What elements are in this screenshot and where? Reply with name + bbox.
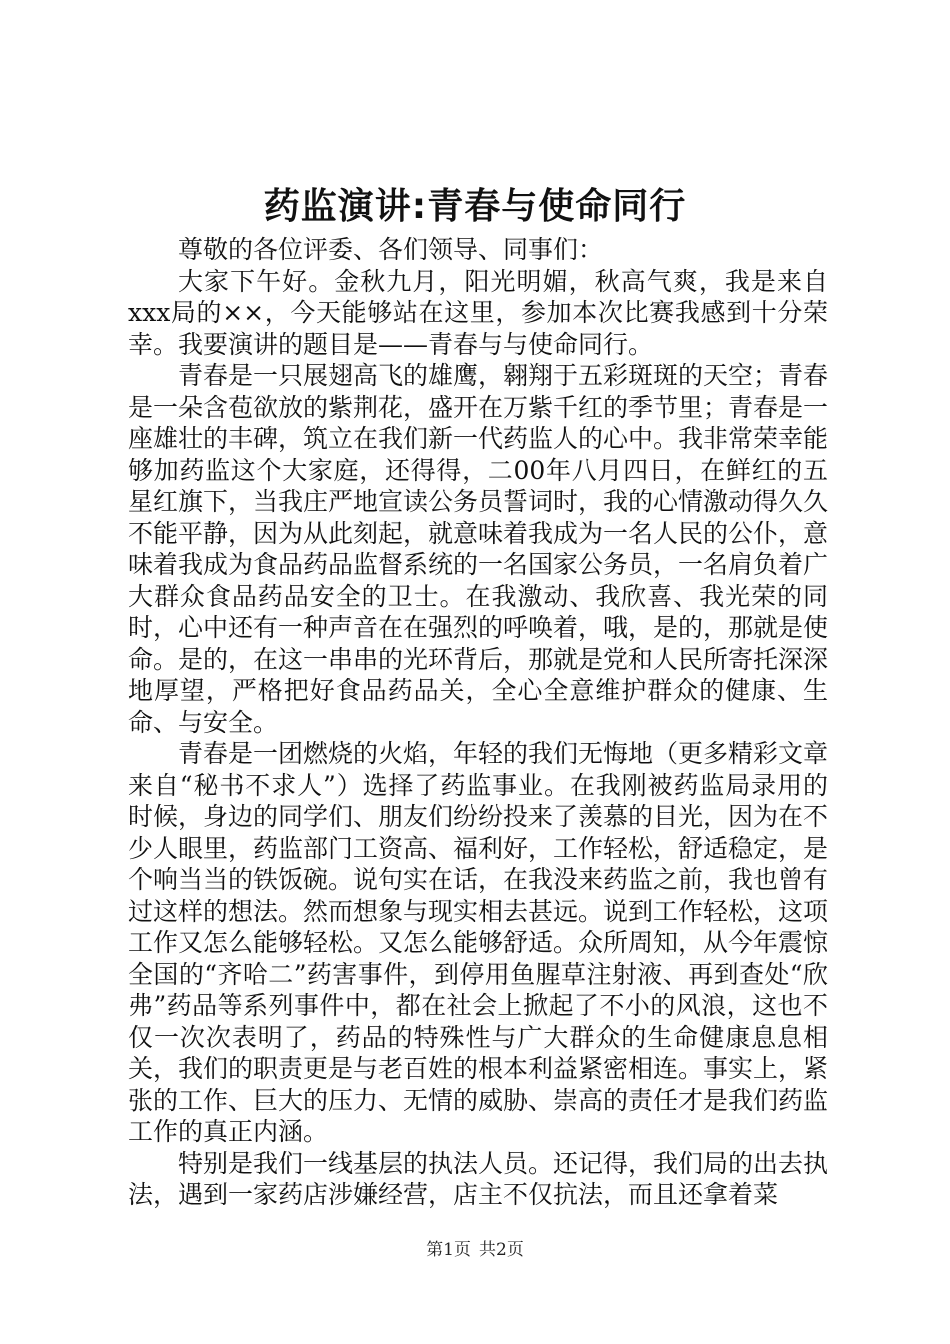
page-number: 第1页 <box>426 1240 471 1260</box>
document-body <box>128 234 828 1211</box>
page-total: 共2页 <box>479 1240 524 1260</box>
paragraph-eagle: 青春是一只展翅高飞的雄鹰，翱翔于五彩斑斑的天空；青春是一朵含苞欲放的紫荆花，盛开在万紫千红的季节里；青春是一座雄壮的丰碑，筑立在我们新一代药监人的心中。我非常荣幸能够加药监这个大家庭，还得得，二00年八月四日，在鲜红的五星红旗下，当我庄严地宣读公务员誓词时，我的心情激动得久久不能平静，因为从此刻起，就意味着我成为一名人民的公仆，意味着我成为食品药品监督系统的一名国家公务员，一名肩负着广大群众食品药品安全的卫士。在我激动、我欣喜、我光荣的同时，心中还有一种声音在在强烈的呼唤着，哦，是的，那就是使命。是的，在这一串串的光环背后，那就是党和人民所寄托深深地厚望，严格把好食品药品关，全心全意维护群众的健康、生命、与安全。 <box>128 361 829 737</box>
paragraph-frontline: 特别是我们一线基层的执法人员。还记得，我们局的出去执法，遇到一家药店涉嫌经营，店主不仅抗法，而且还拿着菜 <box>128 1148 829 1209</box>
page-footer <box>0 1238 950 1262</box>
paragraph-flame: 青春是一团燃烧的火焰，年轻的我们无悔地（更多精彩文章来自“秘书不求人”）选择了药监事业。在我刚被药监局录用的时候，身边的同学们、朋友们纷纷投来了羡慕的目光，因为在不少人眼里，药监部门工资高、福利好，工作轻松，舒适稳定，是个响当当的铁饭碗。说句实在话，在我没来药监之前，我也曾有过这样的想法。然而想象与现实相去甚远。说到工作轻松，这项工作又怎么能够轻松。又怎么能够舒适。众所周知，从今年震惊全国的“齐哈二”药害事件，到停用鱼腥草注射液、再到查处“欣弗”药品等系列事件中，都在社会上掀起了不小的风浪，这也不仅一次次表明了，药品的特殊性与广大群众的生命健康息息相关，我们的职责更是与老百姓的根本利益紧密相连。事实上，紧张的工作、巨大的压力、无情的威胁、崇高的责任才是我们药监工作的真正内涵。 <box>128 739 829 1146</box>
paragraph-intro: 大家下午好。金秋九月，阳光明媚，秋高气爽，我是来自xxx局的××，今天能够站在这里，参加本次比赛我感到十分荣幸。我要演讲的题目是——青春与与使命同行。 <box>128 266 828 359</box>
page-title: 药监演讲:青春与使命同行 <box>263 186 687 227</box>
paragraph-greeting: 尊敬的各位评委、各们领导、同事们： <box>178 235 604 264</box>
